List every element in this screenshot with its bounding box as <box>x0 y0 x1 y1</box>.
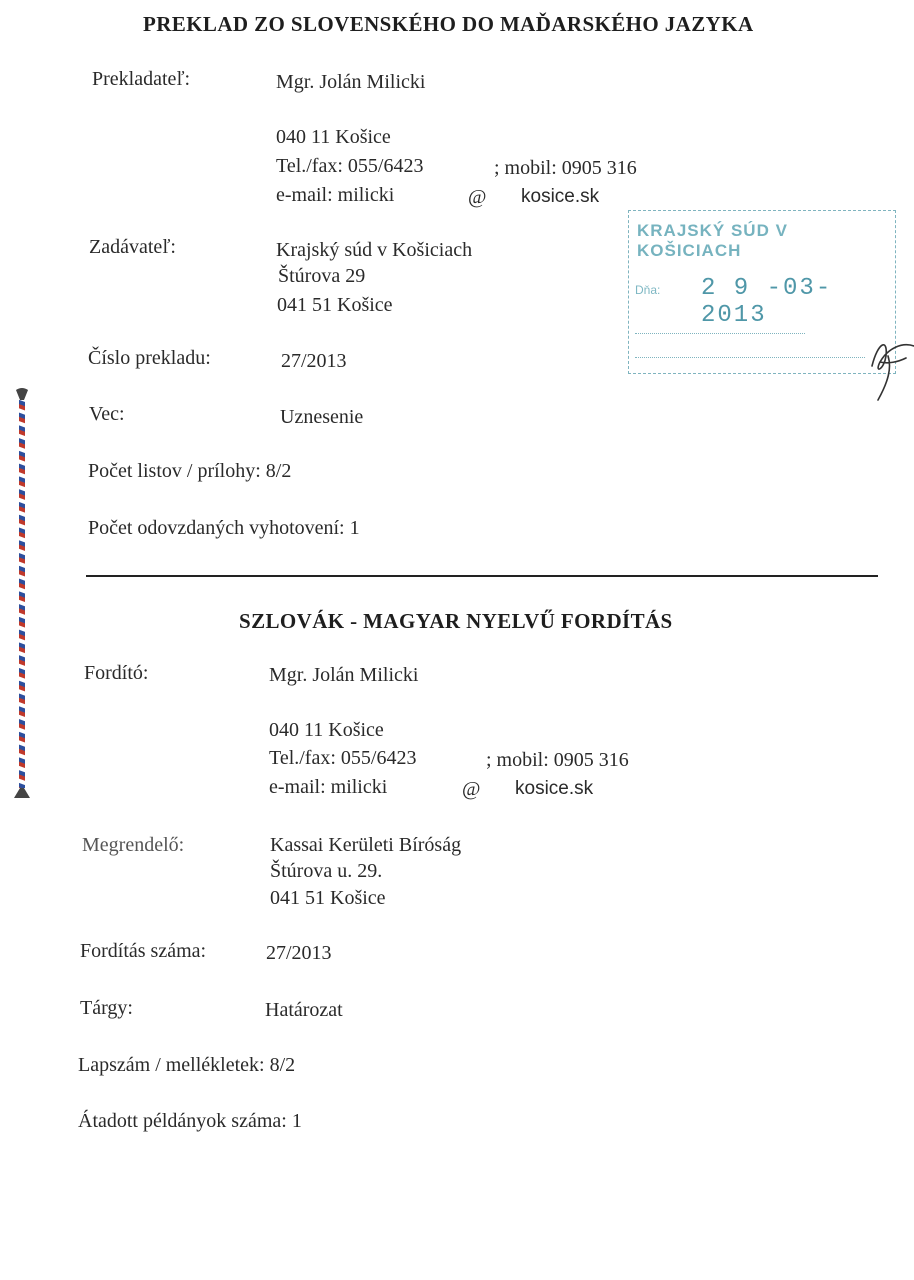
binding-ribbon <box>10 388 34 800</box>
subject-label: Vec: <box>89 403 125 425</box>
translator-label: Prekladateľ: <box>92 68 191 90</box>
hu-translator-name: Mgr. Jolán Milicki <box>269 664 419 686</box>
hu-translator-phone: Tel./fax: 055/6423 <box>269 747 417 769</box>
translator-email-domain: kosice.sk <box>521 186 600 207</box>
hu-translator-email-domain: kosice.sk <box>515 778 594 799</box>
hu-copies-count: Átadott példányok száma: 1 <box>78 1110 302 1132</box>
number-value: 27/2013 <box>281 350 347 372</box>
hu-client-label: Megrendelő: <box>82 834 185 856</box>
slovak-title: PREKLAD ZO SLOVENSKÉHO DO MAĎARSKÉHO JAZYKA <box>143 12 754 36</box>
court-stamp <box>628 210 896 374</box>
translator-phone: Tel./fax: 055/6423 <box>276 155 424 177</box>
client-city: 041 51 Košice <box>277 294 393 316</box>
translator-name: Mgr. Jolán Milicki <box>276 71 426 93</box>
hu-email-at-sign: @ <box>462 778 481 800</box>
stamp-date-label: Dňa: <box>635 283 661 297</box>
hungarian-title: SZLOVÁK - MAGYAR NYELVŰ FORDÍTÁS <box>239 609 673 633</box>
client-label: Zadávateľ: <box>89 236 176 258</box>
translator-email-prefix: e-mail: milicki <box>276 184 395 206</box>
stamp-date: 2 9 -03- 2013 <box>701 275 833 329</box>
sheets-count: Počet listov / prílohy: 8/2 <box>88 460 292 482</box>
hu-translator-label: Fordító: <box>84 662 149 684</box>
hu-subject-value: Határozat <box>265 999 343 1021</box>
translator-city: 040 11 Košice <box>276 126 391 148</box>
hu-client-name: Kassai Kerületi Bíróság <box>270 834 462 856</box>
email-at-sign: @ <box>468 186 487 208</box>
hu-client-street: Štúrova u. 29. <box>270 860 383 882</box>
hu-translator-city: 040 11 Košice <box>269 719 384 741</box>
hu-translator-mobile: ; mobil: 0905 316 <box>486 749 629 771</box>
stamp-court-name: KRAJSKÝ SÚD V KOŠICIACH <box>637 221 788 260</box>
copies-count: Počet odovzdaných vyhotovení: 1 <box>88 517 360 539</box>
hu-translator-email-prefix: e-mail: milicki <box>269 776 388 798</box>
stamp-line <box>635 357 865 358</box>
signature <box>858 322 914 404</box>
translator-mobile: ; mobil: 0905 316 <box>494 157 637 179</box>
hu-number-label: Fordítás száma: <box>80 940 207 962</box>
client-street: Štúrova 29 <box>278 265 366 287</box>
hu-client-city: 041 51 Košice <box>270 887 386 909</box>
hu-sheets-count: Lapszám / mellékletek: 8/2 <box>78 1054 296 1076</box>
section-divider <box>86 575 878 577</box>
client-name: Krajský súd v Košiciach <box>276 239 473 261</box>
number-label: Číslo prekladu: <box>88 347 211 369</box>
hu-number-value: 27/2013 <box>266 942 332 964</box>
hu-subject-label: Tárgy: <box>80 997 133 1019</box>
stamp-line <box>635 333 805 334</box>
subject-value: Uznesenie <box>280 406 364 428</box>
